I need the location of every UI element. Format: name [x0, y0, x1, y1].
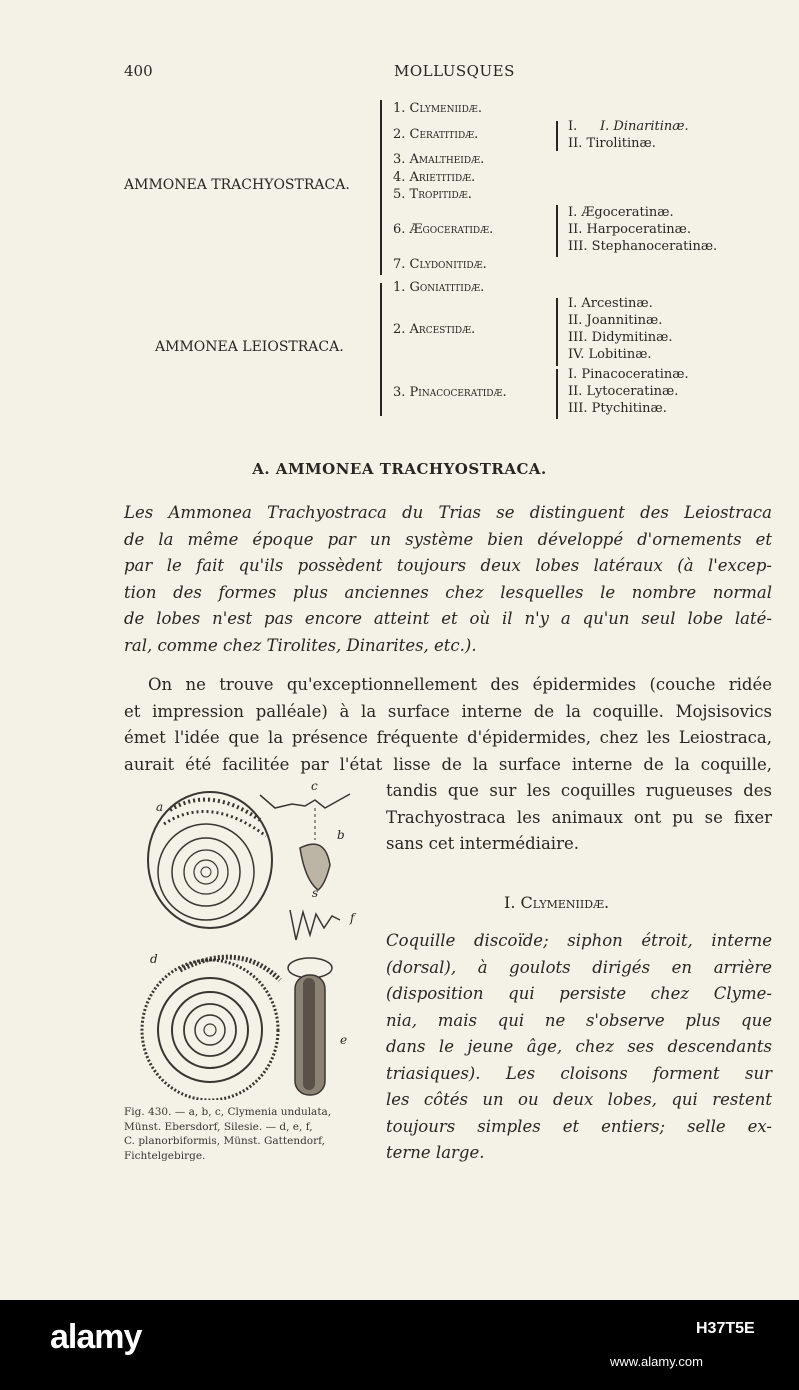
image-id: H37T5E	[696, 1320, 755, 1337]
group-brace	[380, 100, 382, 275]
family-name: 2. Ceratitidæ.	[393, 127, 479, 142]
text-line: de la même époque par un système bien développé d'ornements et	[124, 529, 772, 549]
family-name: 1. Clymeniidæ.	[393, 101, 482, 116]
subfamily-name: III. Stephanoceratinæ.	[568, 239, 718, 254]
figure-label-a: a	[156, 800, 164, 814]
text-line: tion des formes plus anciennes chez lesquelles le nombre normal	[124, 582, 772, 602]
text-line: ral, comme chez Tirolites, Dinarites, etc.).	[124, 635, 477, 655]
caption-line: C. planorbiformis, Münst. Gattendorf,	[124, 1135, 325, 1147]
text-line: Trachyostraca les animaux ont pu se fixer	[386, 807, 772, 827]
subfamily-brace	[556, 121, 558, 151]
text-line: par le fait qu'ils possèdent toujours deux lobes latéraux (à l'excep-	[124, 556, 772, 575]
subfamily-brace	[556, 205, 558, 257]
text-line: sans cet intermédiaire.	[386, 834, 579, 853]
subfamily-brace	[556, 369, 558, 419]
body-paragraph-side	[386, 778, 772, 858]
alamy-url: www.alamy.com	[610, 1354, 703, 1369]
section-b-drawing	[300, 844, 330, 890]
text-line: toujours simples et entiers; selle ex-	[386, 1116, 772, 1136]
subfamily-name: II. Joannitinæ.	[568, 313, 663, 328]
subfamily-name: III. Didymitinæ.	[568, 330, 673, 345]
text-line: Les Ammonea Trachyostraca du Trias se distinguent des Leiostraca	[124, 503, 772, 522]
subfamily-name: I. Ægoceratinæ.	[568, 205, 674, 220]
figure-label-d: d	[150, 952, 158, 966]
text-line: les côtés un ou deux lobes, qui restent	[386, 1090, 772, 1109]
side-view-e	[288, 958, 332, 1095]
family-name: 6. Ægoceratidæ.	[393, 222, 494, 237]
subfamily-brace	[556, 298, 558, 366]
text-line: et impression palléale) à la surface interne de la coquille. Mojsisovics	[124, 701, 772, 721]
text-line: triasiques). Les cloisons forment sur	[386, 1063, 772, 1083]
running-title: MOLLUSQUES	[394, 62, 515, 80]
subfamily-numeral: I.	[568, 119, 578, 134]
subfamily-name: II. Lytoceratinæ.	[568, 384, 679, 399]
group-brace	[380, 283, 382, 416]
family-name: 1. Goniatitidæ.	[393, 280, 485, 295]
page-number: 400	[124, 62, 153, 80]
text-line: émet l'idée que la présence fréquente d'épidermides, chez les Leiostraca,	[124, 728, 772, 747]
figure-label-b: b	[337, 828, 345, 842]
subfamily-name: I. Arcestinæ.	[568, 296, 653, 311]
alamy-logo: alamy	[50, 1318, 142, 1356]
caption-line: Münst. Ebersdorf, Silesie. — d, e, f,	[124, 1120, 313, 1133]
figure-label-s: s	[312, 886, 319, 900]
group-label-trachyostraca: AMMONEA TRACHYOSTRACA.	[124, 177, 350, 193]
subfamily-name: IV. Lobitinæ.	[568, 347, 652, 362]
figure-caption	[124, 1105, 376, 1163]
group-label-leiostraca: AMMONEA LEIOSTRACA.	[155, 339, 344, 355]
text-line: (disposition qui persiste chez Clyme-	[386, 984, 772, 1003]
text-line: dans le jeune âge, chez ses descendants	[386, 1037, 772, 1056]
subfamily-name: I. Dinaritinæ.	[600, 119, 689, 134]
family-name: 4. Arietitidæ.	[393, 170, 476, 185]
suture-line-f	[290, 910, 340, 940]
text-line: nia, mais qui ne s'observe plus que	[386, 1010, 772, 1030]
family-name: 7. Clydonitidæ.	[393, 257, 487, 272]
section-heading: A. AMMONEA TRACHYOSTRACA.	[252, 460, 547, 478]
suture-line-c	[260, 794, 350, 808]
subfamily-name: I. Pinacoceratinæ.	[568, 367, 689, 382]
text-line: On ne trouve qu'exceptionnellement des épidermides (couche ridée	[148, 675, 772, 694]
caption-line: Fig. 430. — a, b, c, Clymenia undulata,	[124, 1106, 332, 1118]
subsection-heading: I. Clymeniidæ.	[504, 893, 610, 912]
text-line: tandis que sur les coquilles rugueuses des	[386, 781, 772, 800]
subfamily-name: III. Ptychitinæ.	[568, 401, 667, 416]
text-line: terne large.	[386, 1143, 485, 1162]
body-paragraph	[124, 672, 772, 778]
family-name: 3. Amaltheidæ.	[393, 152, 485, 167]
shell-d-drawing	[142, 957, 280, 1100]
caption-line: Fichtelgebirge.	[124, 1149, 206, 1162]
subsection-paragraph	[386, 928, 772, 1167]
text-line: (dorsal), à goulots dirigés en arrière	[386, 957, 772, 977]
figure-label-f: f	[350, 911, 355, 925]
text-line: Coquille discoïde; siphon étroit, interne	[386, 931, 772, 950]
text-line: aurait été facilitée par l'état lisse de la surface interne de la coquille,	[124, 754, 772, 774]
italic-paragraph	[124, 500, 772, 659]
subfamily-name: II. Harpoceratinæ.	[568, 222, 692, 237]
subfamily-name: II. Tirolitinæ.	[568, 136, 656, 151]
shell-a-drawing	[148, 792, 272, 928]
figure-label-c: c	[311, 779, 318, 793]
family-name: 2. Arcestidæ.	[393, 322, 476, 337]
family-name: 5. Tropitidæ.	[393, 187, 472, 202]
figure-label-e: e	[340, 1033, 348, 1047]
family-name: 3. Pinacoceratidæ.	[393, 385, 507, 400]
text-line: de lobes n'est pas encore atteint et où il n'y a qu'un seul lobe laté-	[124, 609, 772, 628]
